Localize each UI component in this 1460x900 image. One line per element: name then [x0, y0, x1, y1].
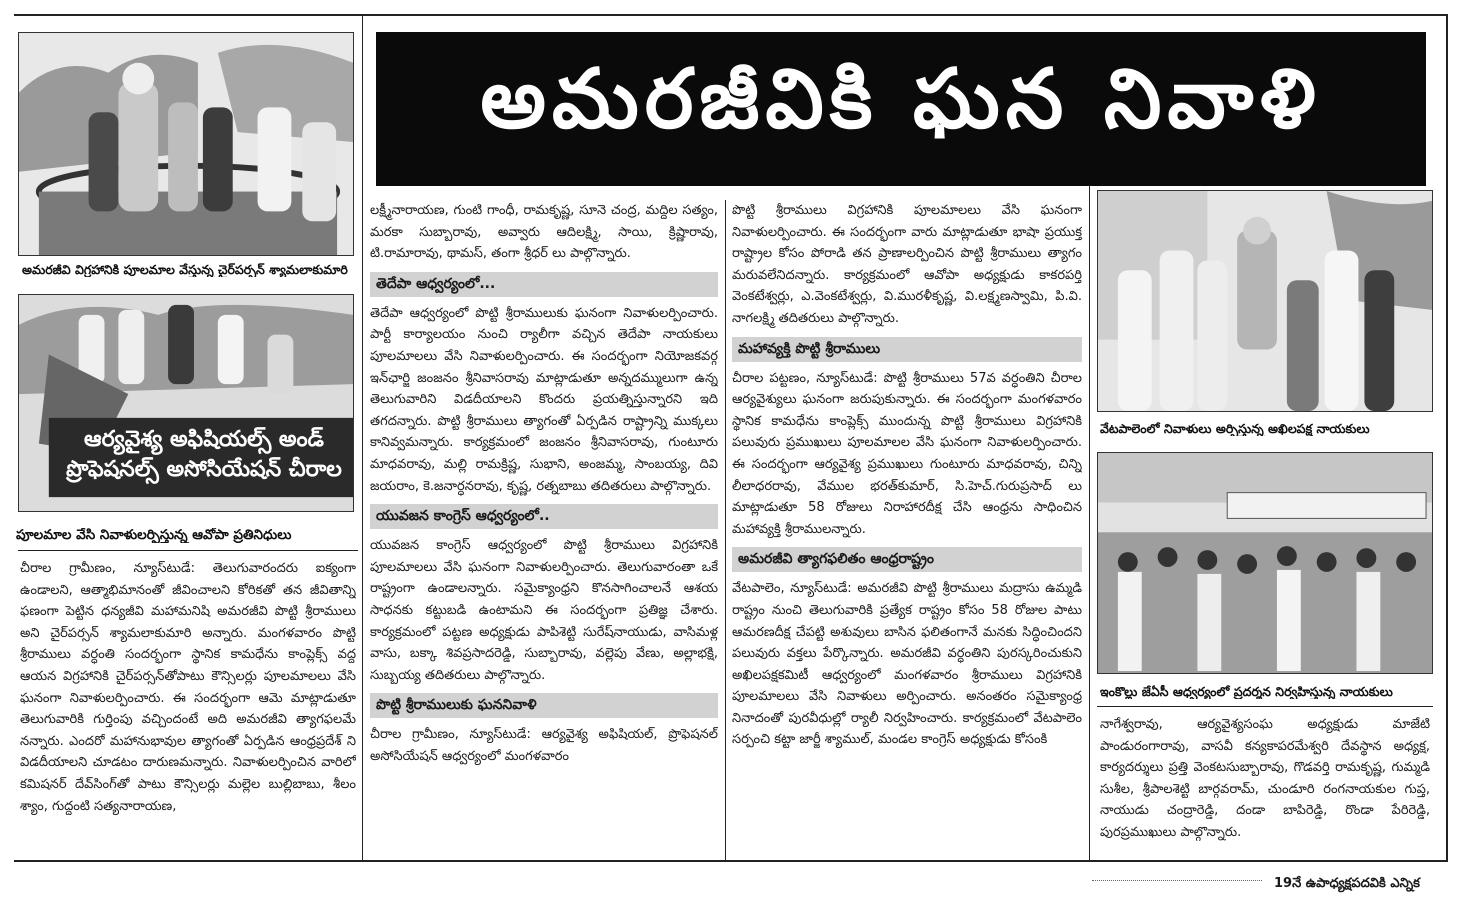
column-rule [362, 14, 363, 862]
section-heading: అమరజీవి త్యాగఫలితం ఆంధ్రరాష్ట్రం [732, 547, 1082, 572]
story-text: చీరాల గ్రామీణం, న్యూస్‌టుడే: తెలుగువారందరు ఐక్యంగా ఉండాలని, ఆత్మాభిమానంతో జీవించాలని కోరికతో తన జీవితాన్ని ఫణంగా పెట్టిన ధన్యజీవి మహామనిషి అమరజీవి పొట్టి శ్రీరాములు అని చైర్‌పర్సన్ శ్యామలాకుమారి అన్నారు. మంగళవారం పొట్టి శ్రీరాములు వర్ధంతి సందర్భంగా స్థానిక కామధేను కాంప్లెక్స్ వద్ద ఆయన విగ్రహానికి చైర్‌పర్సన్‌తోపాటు కౌన్సిలర్లు పూలమాలలు వేసి ఘనంగా నివాళులర్పించారు. ఈ సందర్భంగా ఆమె మాట్లాడుతూ తెలుగువారికి గుర్తింపు వచ్చిందంటే అది అమరజీవి త్యాగఫలమే నన్నారు. ఎందరో మహానుభావుల త్యాగంతో ఏర్పడిన ఆంధ్రప్రదేశ్ ని విడదీయాలని చూడటం దారుణమన్నారు. నివాళులర్పించిన వారిలో కమిషనర్ దేవ్‌సింగ్‌తో పాటు కౌన్సిలర్లు మల్లెల బుల్లిబాబు, శీలం శ్యాం, గుద్దంటి సత్యనారాయణ, [20, 561, 356, 814]
story-text: చీరాల పట్టణం, న్యూస్‌టుడే: పొట్టి శ్రీరాములు 57వ వర్ధంతిని చీరాల ఆర్యవైశ్యులు ఘనంగా జరుపుకున్నారు. ఈ సందర్భంగా మంగళవారం స్థానిక కామధేను కాంప్లెక్స్ ముందున్న పొట్టి శ్రీరాములు విగ్రహానికి పలువురు ప్రముఖులు పూలమాలల వేసి ఘనంగా నివాళులర్పించారు. ఈ సందర్భంగా ఆర్యవైశ్య ప్రముఖులు గుంటూరు మాధవరావు, చిన్ని లీలాధరరావు, వేముల భరత్‌కుమార్, సి.హెచ్.గురుప్రసాద్ లు మాట్లాడుతూ 58 రోజులు నిరాహారదీక్ష చేసి ఆంధ్రను సాధించిన మహావ్యక్తి శ్రీరాములన్నారు. [732, 370, 1082, 537]
story-text: చీరాల గ్రామీణం, న్యూస్‌టుడే: ఆర్యవైశ్య అఫిషియల్, ప్రొఫెషనల్ అసోసియేషన్ ఆధ్వర్యంలో మంగళవారం [370, 727, 718, 764]
banner-text: ఆర్యవైశ్య అఫిషియల్స్ అండ్ ప్రొఫెషనల్స్ అసోసియేషన్ చీరాల [66, 427, 342, 482]
section-heading: యువజన కాంగ్రెస్ ఆధ్వర్యంలో.. [370, 504, 718, 529]
caption-rule [18, 550, 358, 551]
article-column-2 [370, 200, 718, 862]
story-text: నాగేశ్వరావు, ఆర్యవైశ్యసంఘ అధ్యక్షుడు మాజేటి పాండురంగారావు, వాసవీ కన్యకాపరమేశ్వరి దేవస్థాన అధ్యక్ష, కార్యదర్శులు ప్రత్తి వెంకటసుబ్బారావు, గొడవర్తి రామకృష్ణ, గుమ్మడి సుశీల, శ్రీపాలశెట్టి బార్గవరామ్, చుండూరి రంగనాయకుల గుప్త, నాయుడు చంద్రారెడ్డి, దండా బాపిరెడ్డి, రొండా పేరిరెడ్డి, పురప్రముఖులు పాల్గొన్నారు. [1100, 717, 1430, 840]
photo-caption: వేటపాలెంలో నివాళులు అర్పిస్తున్న అఖిలపక్ష నాయకులు [1100, 421, 1370, 436]
section-heading: మహావ్యక్తి పొట్టి శ్రీరాములు [732, 337, 1082, 362]
photo-chairperson-garlanding [18, 32, 354, 256]
column-rule [725, 200, 726, 862]
story-text: యువజన కాంగ్రెస్ ఆధ్వర్యంలో పొట్టి శ్రీరాములు విగ్రహానికి పూలమాలలు వేసి ఘనంగా నివాళులర్పించారు. తెలుగువారంతా ఒకే రాష్ట్రంగా ఉండాలన్నారు. సమైక్యాంధ్రని కొనసాగించాలనే ఆశయ సాధనకు కట్టుబడి ఉంటామని ఈ సందర్భంగా ప్రతిజ్ఞ చేశారు. కార్యక్రమంలో పట్టణ అధ్యక్షుడు పాపిశెట్టి సురేష్‌నాయుడు, వాసిమళ్ల వాసు, బక్కా శివప్రసాదరెడ్డి, సుబ్బారావు, వల్లెపు వేణు, అల్లాభక్షి, సుబ్బయ్య తదితరులు పాల్గొన్నారు. [370, 538, 718, 683]
photo-inkollu-rally [1097, 452, 1433, 674]
cropped-teaser-line [1092, 880, 1262, 889]
section-heading: తెదేపా ఆధ్వర్యంలో... [370, 272, 718, 297]
next-story-teaser: 19నే ఉపాధ్యక్షపదవికి ఎన్నిక [1274, 876, 1420, 891]
column-rule [1089, 186, 1090, 862]
caption-rule [1097, 706, 1433, 707]
photo-caption: ఇంకొల్లు జేఏసీ ఆధ్వర్యంలో ప్రదర్శన నిర్వహిస్తున్న నాయకులు [1100, 684, 1393, 699]
article-column-4 [1100, 714, 1430, 862]
photo-vetapalem-leaders [1097, 190, 1433, 412]
photo-caption: అమరజీవి విగ్రహానికి పూలమాల వేస్తున్న చైర్‌పర్సన్ శ్యామలాకుమారి [22, 262, 348, 277]
page-headline: అమరజీవికి ఘన నివాళి [376, 32, 1426, 186]
photo-avopa-representatives [18, 294, 354, 512]
photo-caption: పూలమాల వేసి నివాళులర్పిస్తున్న ఆవోపా ప్రతినిధులు [16, 528, 292, 543]
story-text: పొట్టి శ్రీరాములు విగ్రహానికి పూలమాలలు వేసి ఘనంగా నివాళులర్పించారు. ఈ సందర్భంగా వారు మాట్లాడుతూ భాషా ప్రయుక్త రాష్ట్రాల కోసం పోరాడి తన ప్రాణాలర్పించిన పొట్టి శ్రీరాములు త్యాగం మరువలేనిదన్నారు. కార్యక్రమంలో ఆవోపా అధ్యక్షుడు కాకరపర్తి వెంకటేశ్వర్లు, ఎ.వెంకటేశ్వర్లు, వి.మురళీకృష్ణ, వి.లక్ష్మణస్వామి, పి.వి. నాగలక్ష్మి తదితరులు పాల్గొన్నారు. [732, 203, 1082, 326]
story-text: తెదేపా ఆధ్వర్యంలో పొట్టి శ్రీరాములుకు ఘనంగా నివాళులర్పించారు. పార్టీ కార్యాలయం నుంచి ర్యాలీగా వచ్చిన తెదేపా నాయకులు పూలమాలలు వేసి నివాళులర్పించారు. ఈ సందర్భంగా నియోజకవర్గ ఇన్‌ఛార్జి జంజనం శ్రీనివాసరావు మాట్లాడుతూ అన్నదమ్ములుగా ఉన్న తెలుగువారిని విడదీయాలని కొందరు ప్రయత్నిస్తున్నారని ఇది తగదన్నారు. పొట్టి శ్రీరాములు త్యాగంతో ఏర్పడిన రాష్ట్రాన్ని ముక్కలు కానివ్వమన్నారు. కార్యక్రమంలో జంజనం శ్రీనివాసరావు, గుంటూరు మాధవరావు, మల్లి రామక్రిష్ణ, సుభాని, అంజమ్మ, సాంబయ్య, దివి జయరాం, కె.జనార్ధనరావు, కృష్ణ, రత్నబాబు తదితరులు పాల్గొన్నారు. [370, 305, 718, 494]
story-text: వేటపాలెం, న్యూస్‌టుడే: అమరజీవి పొట్టి శ్రీరాములు మద్రాసు ఉమ్మడి రాష్ట్రం నుంచి తెలుగువారికి ప్రత్యేక రాష్ట్రం కోసం 58 రోజుల పాటు ఆమరణదీక్ష చేపట్టి అశువులు బాసిన ఫలితంగానే మనకు సిద్ధించిందని పలువురు వక్తలు పేర్కొన్నారు. అమరజీవి వర్ధంతిని పురస్కరించుకుని అఖిలపక్షకమిటీ ఆధ్వర్యంలో మంగళవారం శ్రీరాములు విగ్రహానికి పూలమాలలు వేసి నివాళులు అర్పించారు. అనంతరం సమైక్యాంధ్ర నినాదంతో పురవీధుల్లో ర్యాలీ నిర్వహించారు. కార్యక్రమంలో వేటపాలెం సర్పంచి కట్టా జార్జీ శ్యాముల్, మండల కాంగ్రెస్ అధ్యక్షుడు కోసంకి [732, 581, 1082, 748]
story-text: లక్ష్మీనారాయణ, గుంటి గాంధీ, రామకృష్ణ, సూనె చంద్ర, మద్దిల సత్యం, మరకా సుబ్బారావు, అవ్వారు ఆదిలక్ష్మి, సాయి, క్రిష్ణారావు, టి.రామారావు, థామస్, తంగా శ్రీధర్ లు పాల్గొన్నారు. [370, 203, 718, 262]
section-heading: పొట్టి శ్రీరాములుకు ఘననివాళి [370, 693, 718, 718]
article-column-3 [732, 200, 1082, 862]
article-column-1 [20, 558, 356, 862]
